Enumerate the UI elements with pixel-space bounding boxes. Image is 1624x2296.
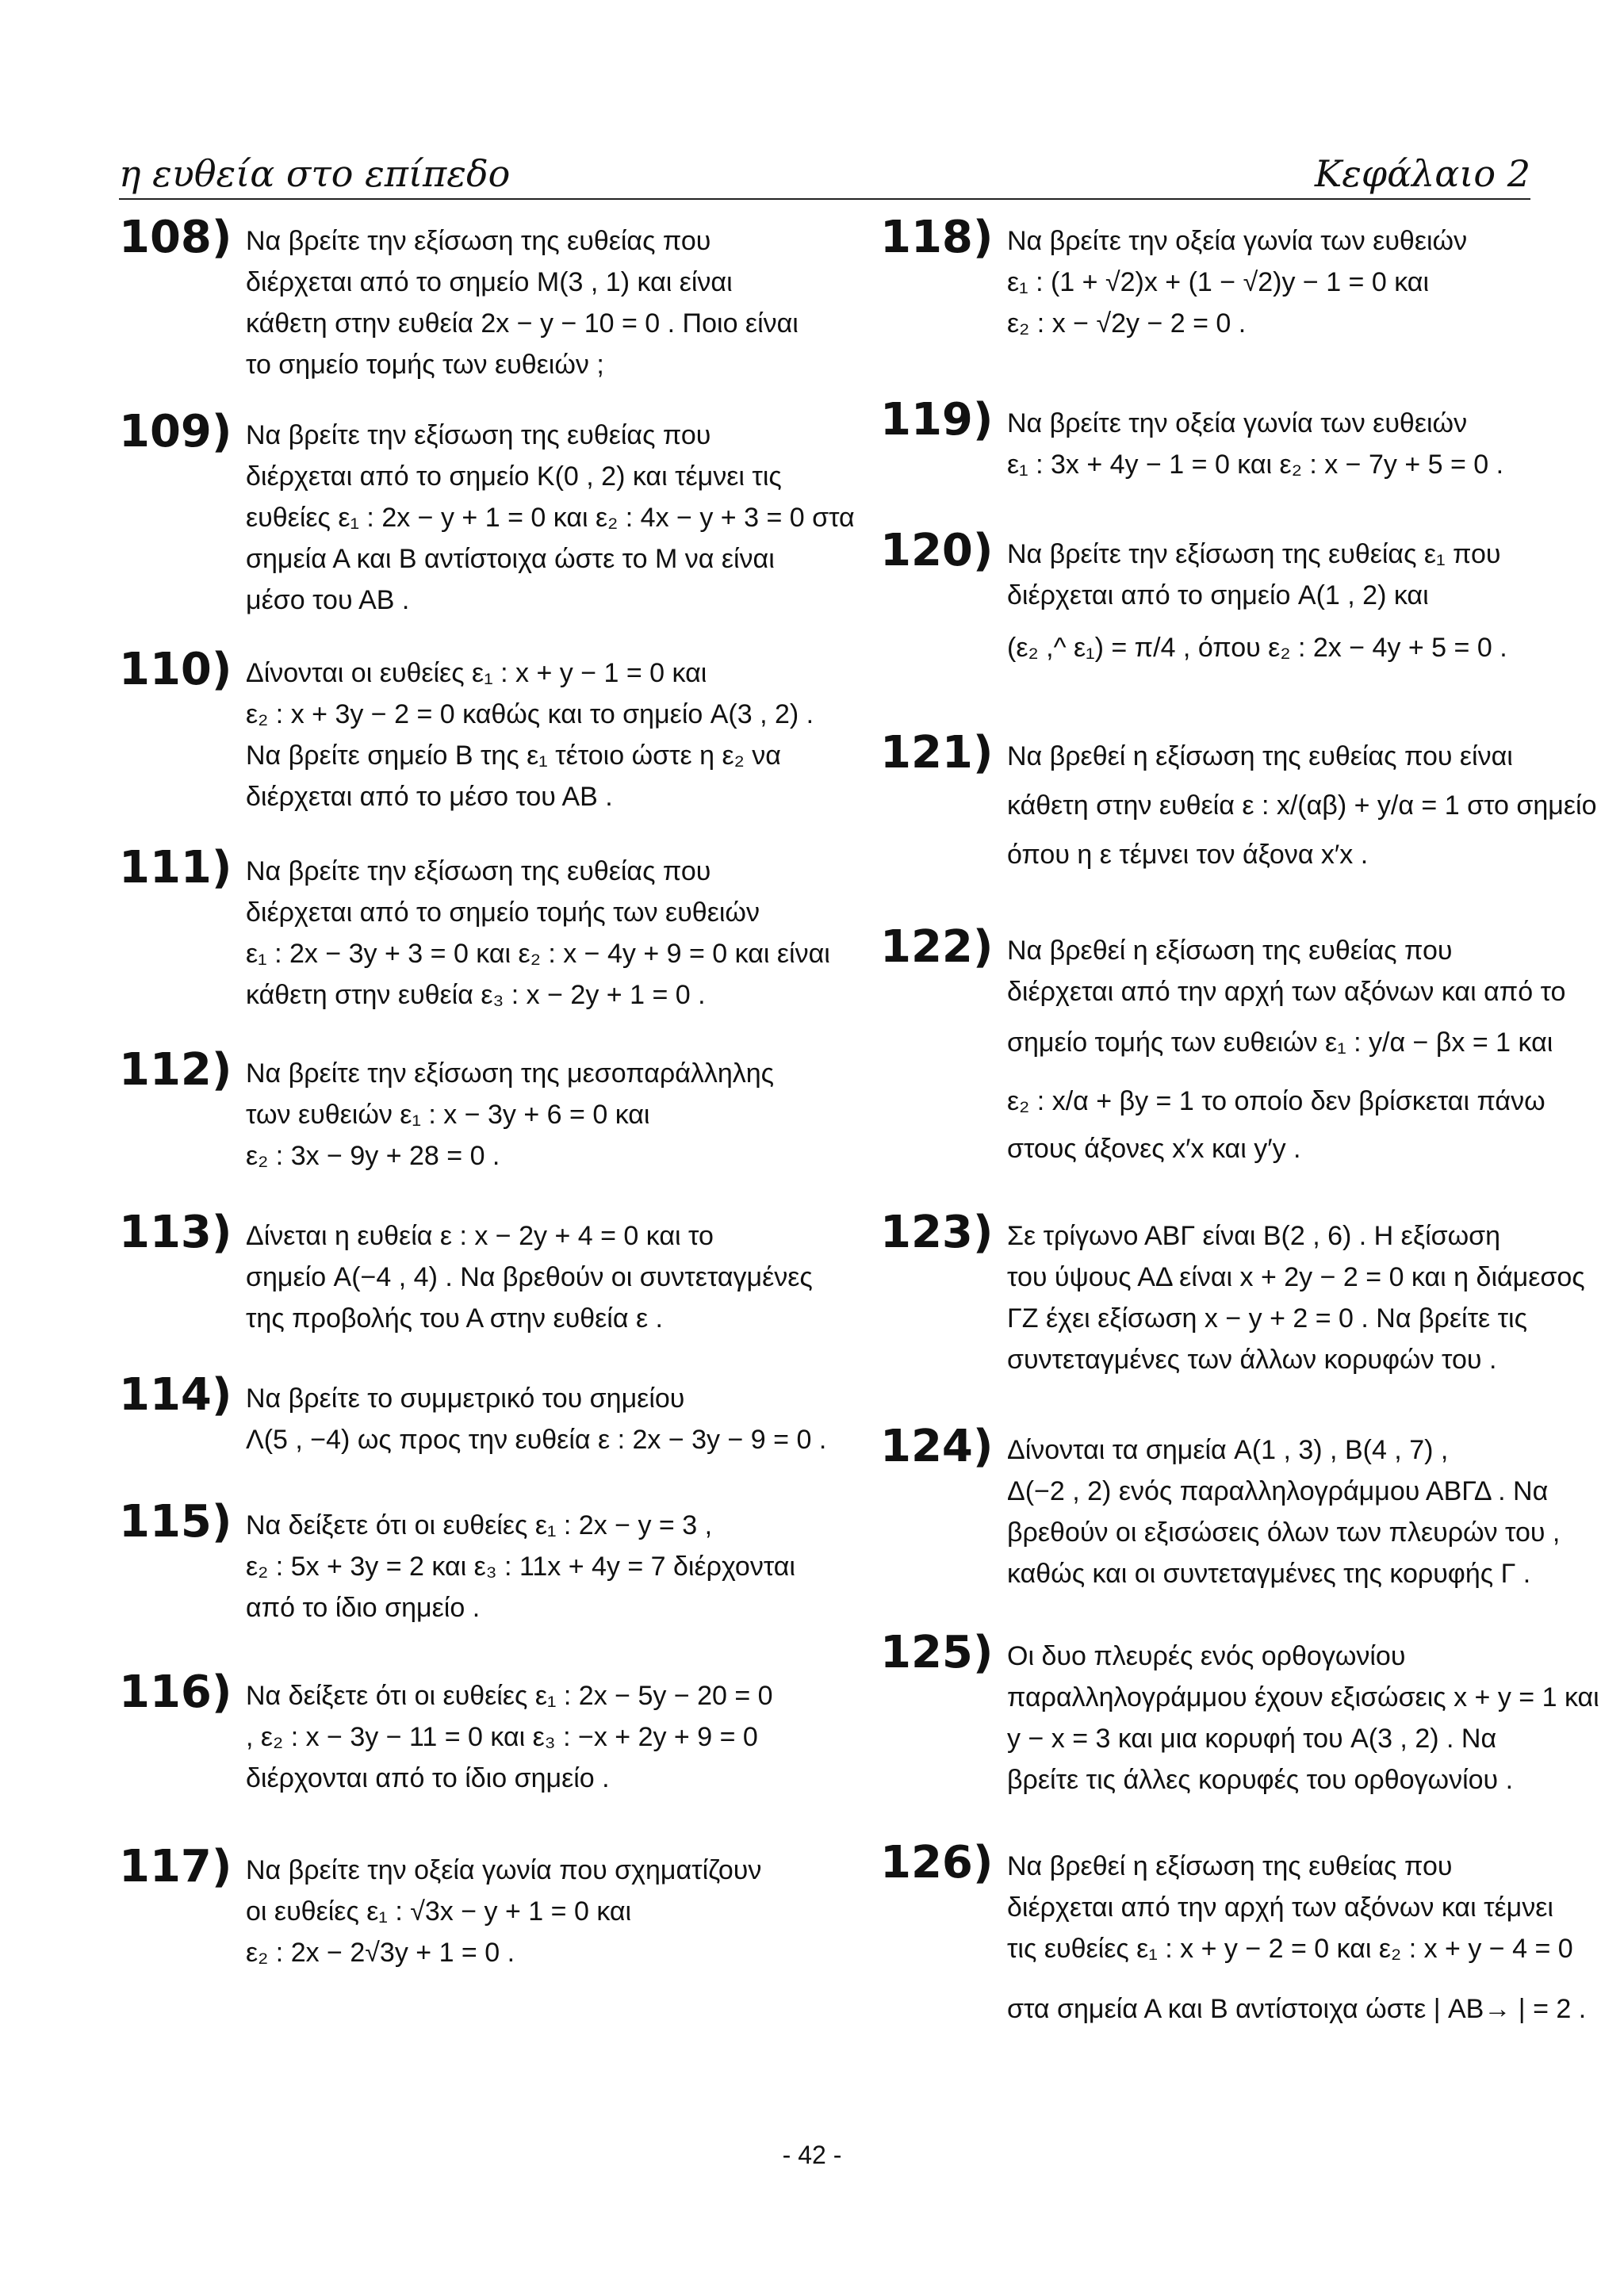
- problem-line: σημείο A(−4 , 4) . Να βρεθούν οι συντεταγμένες: [246, 1262, 813, 1292]
- problem-line: , ε₂ : x − 3y − 11 = 0 και ε₃ : −x + 2y + 9 = 0: [246, 1722, 758, 1752]
- problem-line: διέρχεται από το σημείο M(3 , 1) και είναι: [246, 267, 733, 297]
- problem-line: το σημείο τομής των ευθειών ;: [246, 350, 604, 380]
- problem-number: 113): [119, 1207, 232, 1258]
- problem-line: y − x = 3 και μια κορυφή του A(3 , 2) . Να: [1007, 1724, 1497, 1754]
- problem-number: 114): [119, 1369, 232, 1421]
- problem-number: 110): [119, 644, 232, 695]
- problem-line: στα σημεία Α και Β αντίστοιχα ώστε | AB→ | = 2 .: [1007, 1994, 1587, 2024]
- problem-number: 109): [119, 406, 232, 457]
- problem-line: διέρχεται από το σημείο A(1 , 2) και: [1007, 580, 1429, 610]
- problem-line: Δ(−2 , 2) ενός παραλληλογράμμου ΑΒΓΔ . Να: [1007, 1476, 1549, 1506]
- problem-number: 117): [119, 1841, 232, 1892]
- problem-line: Να βρείτε την εξίσωση της ευθείας ε₁ που: [1007, 539, 1501, 569]
- problem-line: σημείο τομής των ευθειών ε₁ : y/α − βx = 1 και: [1007, 1027, 1553, 1058]
- problem-line: Να δείξετε ότι οι ευθείες ε₁ : 2x − 5y − 20 = 0: [246, 1681, 773, 1711]
- problem-number: 119): [880, 394, 994, 446]
- problem-line: Να δείξετε ότι οι ευθείες ε₁ : 2x − y = 3 ,: [246, 1510, 713, 1540]
- page-number: - 42 -: [782, 2141, 842, 2169]
- problem-line: Να βρείτε σημείο Β της ε₁ τέτοιο ώστε η ε₂ να: [246, 740, 781, 771]
- problem-line: ε₂ : x/α + βy = 1 το οποίο δεν βρίσκεται πάνω: [1007, 1086, 1545, 1116]
- header-section-title: η ευθεία στο επίπεδο: [119, 152, 511, 195]
- problem-line: συντεταγμένες των άλλων κορυφών του .: [1007, 1345, 1497, 1375]
- problem-line: Σε τρίγωνο ΑΒΓ είναι B(2 , 6) . Η εξίσωση: [1007, 1221, 1501, 1251]
- problem-line: Οι δυο πλευρές ενός ορθογωνίου: [1007, 1641, 1406, 1671]
- problem-line: των ευθειών ε₁ : x − 3y + 6 = 0 και: [246, 1100, 650, 1130]
- problem-number: 122): [880, 921, 994, 973]
- problem-line: στους άξονες x′x και y′y .: [1007, 1134, 1301, 1164]
- problem-number: 120): [880, 525, 994, 576]
- problem-line: διέρχεται από το σημείο K(0 , 2) και τέμνει τις: [246, 461, 782, 492]
- problem-line: ε₂ : x − √2y − 2 = 0 .: [1007, 308, 1247, 339]
- problem-number: 115): [119, 1496, 232, 1548]
- problem-line: όπου η ε τέμνει τον άξονα x′x .: [1007, 840, 1369, 870]
- problem-line: Λ(5 , −4) ως προς την ευθεία ε : 2x − 3y − 9 = 0 .: [246, 1425, 827, 1455]
- problem-line: ε₂ : 2x − 2√3y + 1 = 0 .: [246, 1938, 515, 1968]
- problem-line: ΓΖ έχει εξίσωση x − y + 2 = 0 . Να βρείτε τις: [1007, 1303, 1527, 1334]
- problem-number: 126): [880, 1837, 994, 1888]
- problem-line: ε₁ : 3x + 4y − 1 = 0 και ε₂ : x − 7y + 5 = 0 .: [1007, 450, 1504, 480]
- problem-line: ευθείες ε₁ : 2x − y + 1 = 0 και ε₂ : 4x − y + 3 = 0 στα: [246, 503, 855, 533]
- problem-line: Δίνονται οι ευθείες ε₁ : x + y − 1 = 0 και: [246, 658, 707, 688]
- problem-line: Δίνεται η ευθεία ε : x − 2y + 4 = 0 και το: [246, 1221, 714, 1251]
- problem-line: τις ευθείες ε₁ : x + y − 2 = 0 και ε₂ : x + y − 4 = 0: [1007, 1934, 1573, 1964]
- problem-line: κάθετη στην ευθεία ε : x/(αβ) + y/α = 1 στο σημείο: [1007, 790, 1597, 821]
- problem-line: (ε₂ ,^ ε₁) = π/4 , όπου ε₂ : 2x − 4y + 5 = 0 .: [1007, 633, 1507, 663]
- problem-line: Να βρείτε την εξίσωση της ευθείας που: [246, 226, 711, 256]
- problem-line: ε₁ : 2x − 3y + 3 = 0 και ε₂ : x − 4y + 9 = 0 και είναι: [246, 939, 830, 969]
- problem-line: καθώς και οι συντεταγμένες της κορυφής Γ .: [1007, 1559, 1531, 1589]
- problem-line: ε₁ : (1 + √2)x + (1 − √2)y − 1 = 0 και: [1007, 267, 1430, 297]
- problem-line: κάθετη στην ευθεία 2x − y − 10 = 0 . Ποιο είναι: [246, 308, 799, 339]
- problem-line: κάθετη στην ευθεία ε₃ : x − 2y + 1 = 0 .: [246, 980, 706, 1010]
- problem-number: 118): [880, 212, 994, 263]
- problem-line: του ύψους ΑΔ είναι x + 2y − 2 = 0 και η διάμεσος: [1007, 1262, 1585, 1292]
- problem-line: Να βρείτε την εξίσωση της ευθείας που: [246, 420, 711, 450]
- problem-number: 124): [880, 1421, 994, 1472]
- problem-number: 116): [119, 1667, 232, 1718]
- problem-line: ε₂ : x + 3y − 2 = 0 καθώς και το σημείο A(3 , 2) .: [246, 699, 814, 729]
- problem-number: 123): [880, 1207, 994, 1258]
- problem-number: 111): [119, 842, 232, 894]
- header-chapter-title: Κεφάλαιο 2: [1314, 152, 1530, 195]
- problem-line: διέρχεται από την αρχή των αξόνων και από το: [1007, 977, 1566, 1007]
- problem-line: διέρχεται από την αρχή των αξόνων και τέμνει: [1007, 1892, 1553, 1923]
- problem-line: διέρχονται από το ίδιο σημείο .: [246, 1763, 610, 1793]
- problem-line: Να βρείτε την εξίσωση της μεσοπαράλληλης: [246, 1058, 775, 1089]
- problem-line: Να βρεθεί η εξίσωση της ευθείας που είναι: [1007, 741, 1513, 771]
- problem-line: της προβολής του Α στην ευθεία ε .: [246, 1303, 664, 1334]
- problem-line: σημεία Α και Β αντίστοιχα ώστε το Μ να είναι: [246, 544, 775, 574]
- problem-line: οι ευθείες ε₁ : √3x − y + 1 = 0 και: [246, 1896, 632, 1927]
- problem-line: από το ίδιο σημείο .: [246, 1593, 481, 1623]
- problem-line: Να βρεθεί η εξίσωση της ευθείας που: [1007, 1851, 1453, 1881]
- problem-line: διέρχεται από το σημείο τομής των ευθειών: [246, 897, 760, 928]
- problem-number: 125): [880, 1627, 994, 1678]
- problem-line: ε₂ : 3x − 9y + 28 = 0 .: [246, 1141, 500, 1171]
- problem-number: 108): [119, 212, 232, 263]
- problem-number: 112): [119, 1044, 232, 1096]
- problem-line: ε₂ : 5x + 3y = 2 και ε₃ : 11x + 4y = 7 διέρχονται: [246, 1552, 795, 1582]
- problem-line: Να βρείτε το συμμετρικό του σημείου: [246, 1383, 685, 1414]
- problem-line: Δίνονται τα σημεία A(1 , 3) , B(4 , 7) ,: [1007, 1435, 1449, 1465]
- problem-line: βρεθούν οι εξισώσεις όλων των πλευρών του ,: [1007, 1517, 1561, 1548]
- problem-number: 121): [880, 727, 994, 779]
- page-header: [119, 151, 1530, 200]
- problem-line: Να βρείτε την οξεία γωνία των ευθειών: [1007, 408, 1468, 438]
- problem-line: Να βρείτε την οξεία γωνία που σχηματίζουν: [246, 1855, 762, 1885]
- problem-line: βρείτε τις άλλες κορυφές του ορθογωνίου .: [1007, 1765, 1514, 1795]
- problem-line: μέσο του ΑΒ .: [246, 585, 410, 615]
- problem-line: διέρχεται από το μέσο του ΑΒ .: [246, 782, 613, 812]
- problem-line: Να βρείτε την οξεία γωνία των ευθειών: [1007, 226, 1468, 256]
- problem-line: παραλληλογράμμου έχουν εξισώσεις x + y = 1 και: [1007, 1682, 1599, 1712]
- problem-line: Να βρείτε την εξίσωση της ευθείας που: [246, 856, 711, 886]
- problem-line: Να βρεθεί η εξίσωση της ευθείας που: [1007, 936, 1453, 966]
